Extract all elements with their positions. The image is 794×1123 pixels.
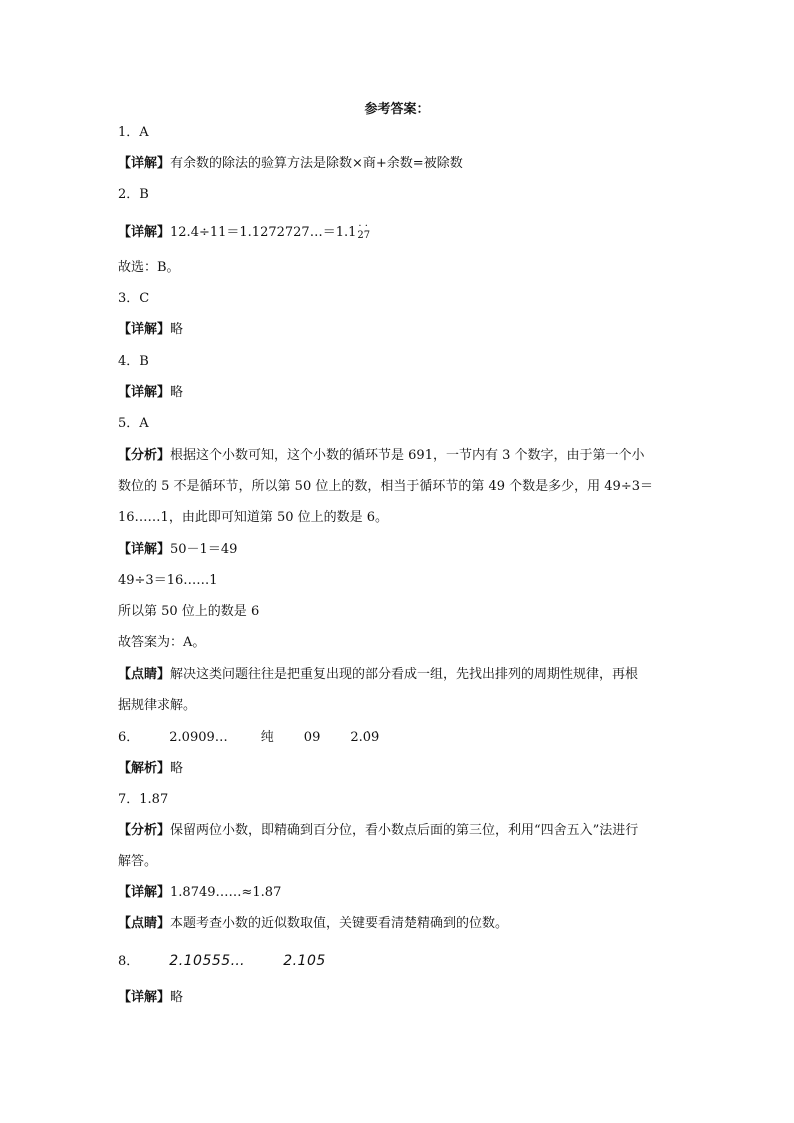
- explanation-tag: 【详解】: [118, 385, 171, 400]
- answer-6-notation: 2.0̇9̇: [350, 730, 380, 745]
- answer-1-explanation: [118, 155, 463, 173]
- answer-8-rounded: 2.105: [283, 953, 326, 969]
- answer-2-conclusion: 故选：B。: [118, 260, 180, 275]
- answer-8-value: 2.10555…: [169, 953, 246, 969]
- repeating-digit-2: · 2: [357, 231, 363, 241]
- analysis-tag: 【分析】: [118, 448, 171, 463]
- answer-4: 4．B: [118, 354, 149, 369]
- answer-5-step: 49÷3＝16……1: [118, 573, 218, 588]
- answer-4-explanation: [118, 384, 183, 402]
- answer-1: 1．A: [118, 125, 149, 140]
- explanation-text: 略: [170, 385, 184, 400]
- answer-number: 8．: [118, 954, 140, 969]
- tip-tag: 【点睛】: [118, 667, 171, 682]
- answer-6: [118, 729, 379, 747]
- analysis-text: 保留两位小数，即精确到百分位，看小数点后面的第三位，利用“四舍五入”法进行: [170, 823, 639, 838]
- answer-3-explanation: [118, 321, 183, 339]
- answer-5-explanation: [118, 541, 237, 559]
- answer-7: 7．1.87: [118, 792, 169, 807]
- explanation-tag: 【解析】: [118, 761, 171, 776]
- tip-tag: 【点睛】: [118, 916, 171, 931]
- repeating-digit-7: · 7: [364, 231, 370, 241]
- answer-number: 6．: [118, 730, 140, 745]
- answer-5: 5．A: [118, 416, 149, 431]
- answer-8: [118, 952, 326, 971]
- answer-3: 3．C: [118, 291, 150, 306]
- explanation-text: 1.8749……≈1.87: [170, 885, 282, 900]
- answer-5-conclusion: 故答案为：A。: [118, 635, 206, 650]
- answer-5-result: 所以第 50 位上的数是 6: [118, 604, 260, 619]
- explanation-tag: 【详解】: [118, 225, 171, 240]
- explanation-tag: 【详解】: [118, 322, 171, 337]
- answer-5-tip: [118, 666, 638, 684]
- answer-5-analysis: [118, 447, 645, 465]
- explanation-text: 略: [170, 990, 184, 1005]
- explanation-tag: 【详解】: [118, 156, 171, 171]
- answer-7-analysis-cont: 解答。: [118, 854, 158, 869]
- explanation-text: 50－1＝49: [170, 542, 238, 557]
- answer-6-cycle: 09: [303, 730, 321, 745]
- answer-7-analysis: [118, 822, 638, 840]
- tip-text: 本题考查小数的近似数取值，关键要看清楚精确到的位数。: [170, 916, 509, 931]
- answer-7-explanation: [118, 884, 281, 902]
- repeating-digits: [357, 231, 370, 241]
- answer-5-analysis-cont-2: 16……1，由此即可知道第 50 位上的数是 6。: [118, 510, 389, 525]
- tip-text: 解决这类问题往往是把重复出现的部分看成一组，先找出排列的周期性规律，再根: [170, 667, 639, 682]
- answer-5-analysis-cont: 数位的 5 不是循环节，所以第 50 位上的数，相当于循环节的第 49 个数是多少，用 49÷3＝: [118, 479, 653, 494]
- answer-2: 2．B: [118, 187, 149, 202]
- explanation-text: 略: [170, 322, 184, 337]
- explanation-tag: 【详解】: [118, 990, 171, 1005]
- explanation-text: 有余数的除法的验算方法是除数×商+余数=被除数: [170, 156, 463, 171]
- answer-2-explanation: [118, 224, 370, 242]
- answer-6-type: 纯: [260, 730, 274, 745]
- explanation-tag: 【详解】: [118, 542, 171, 557]
- analysis-tag: 【分析】: [118, 823, 171, 838]
- answer-title: 参考答案：: [364, 102, 430, 117]
- answer-7-tip: [118, 915, 508, 933]
- explanation-text: 略: [170, 761, 184, 776]
- answer-6-value: 2.0909…: [169, 730, 228, 745]
- explanation-text: 12.4÷11＝1.1272727…＝1.1: [170, 225, 357, 240]
- answer-5-tip-cont: 据规律求解。: [118, 698, 197, 713]
- analysis-text: 根据这个小数可知，这个小数的循环节是 691，一节内有 3 个数字，由于第一个小: [170, 448, 645, 463]
- explanation-tag: 【详解】: [118, 885, 171, 900]
- answer-8-explanation: [118, 989, 183, 1007]
- answer-6-explanation: [118, 760, 183, 778]
